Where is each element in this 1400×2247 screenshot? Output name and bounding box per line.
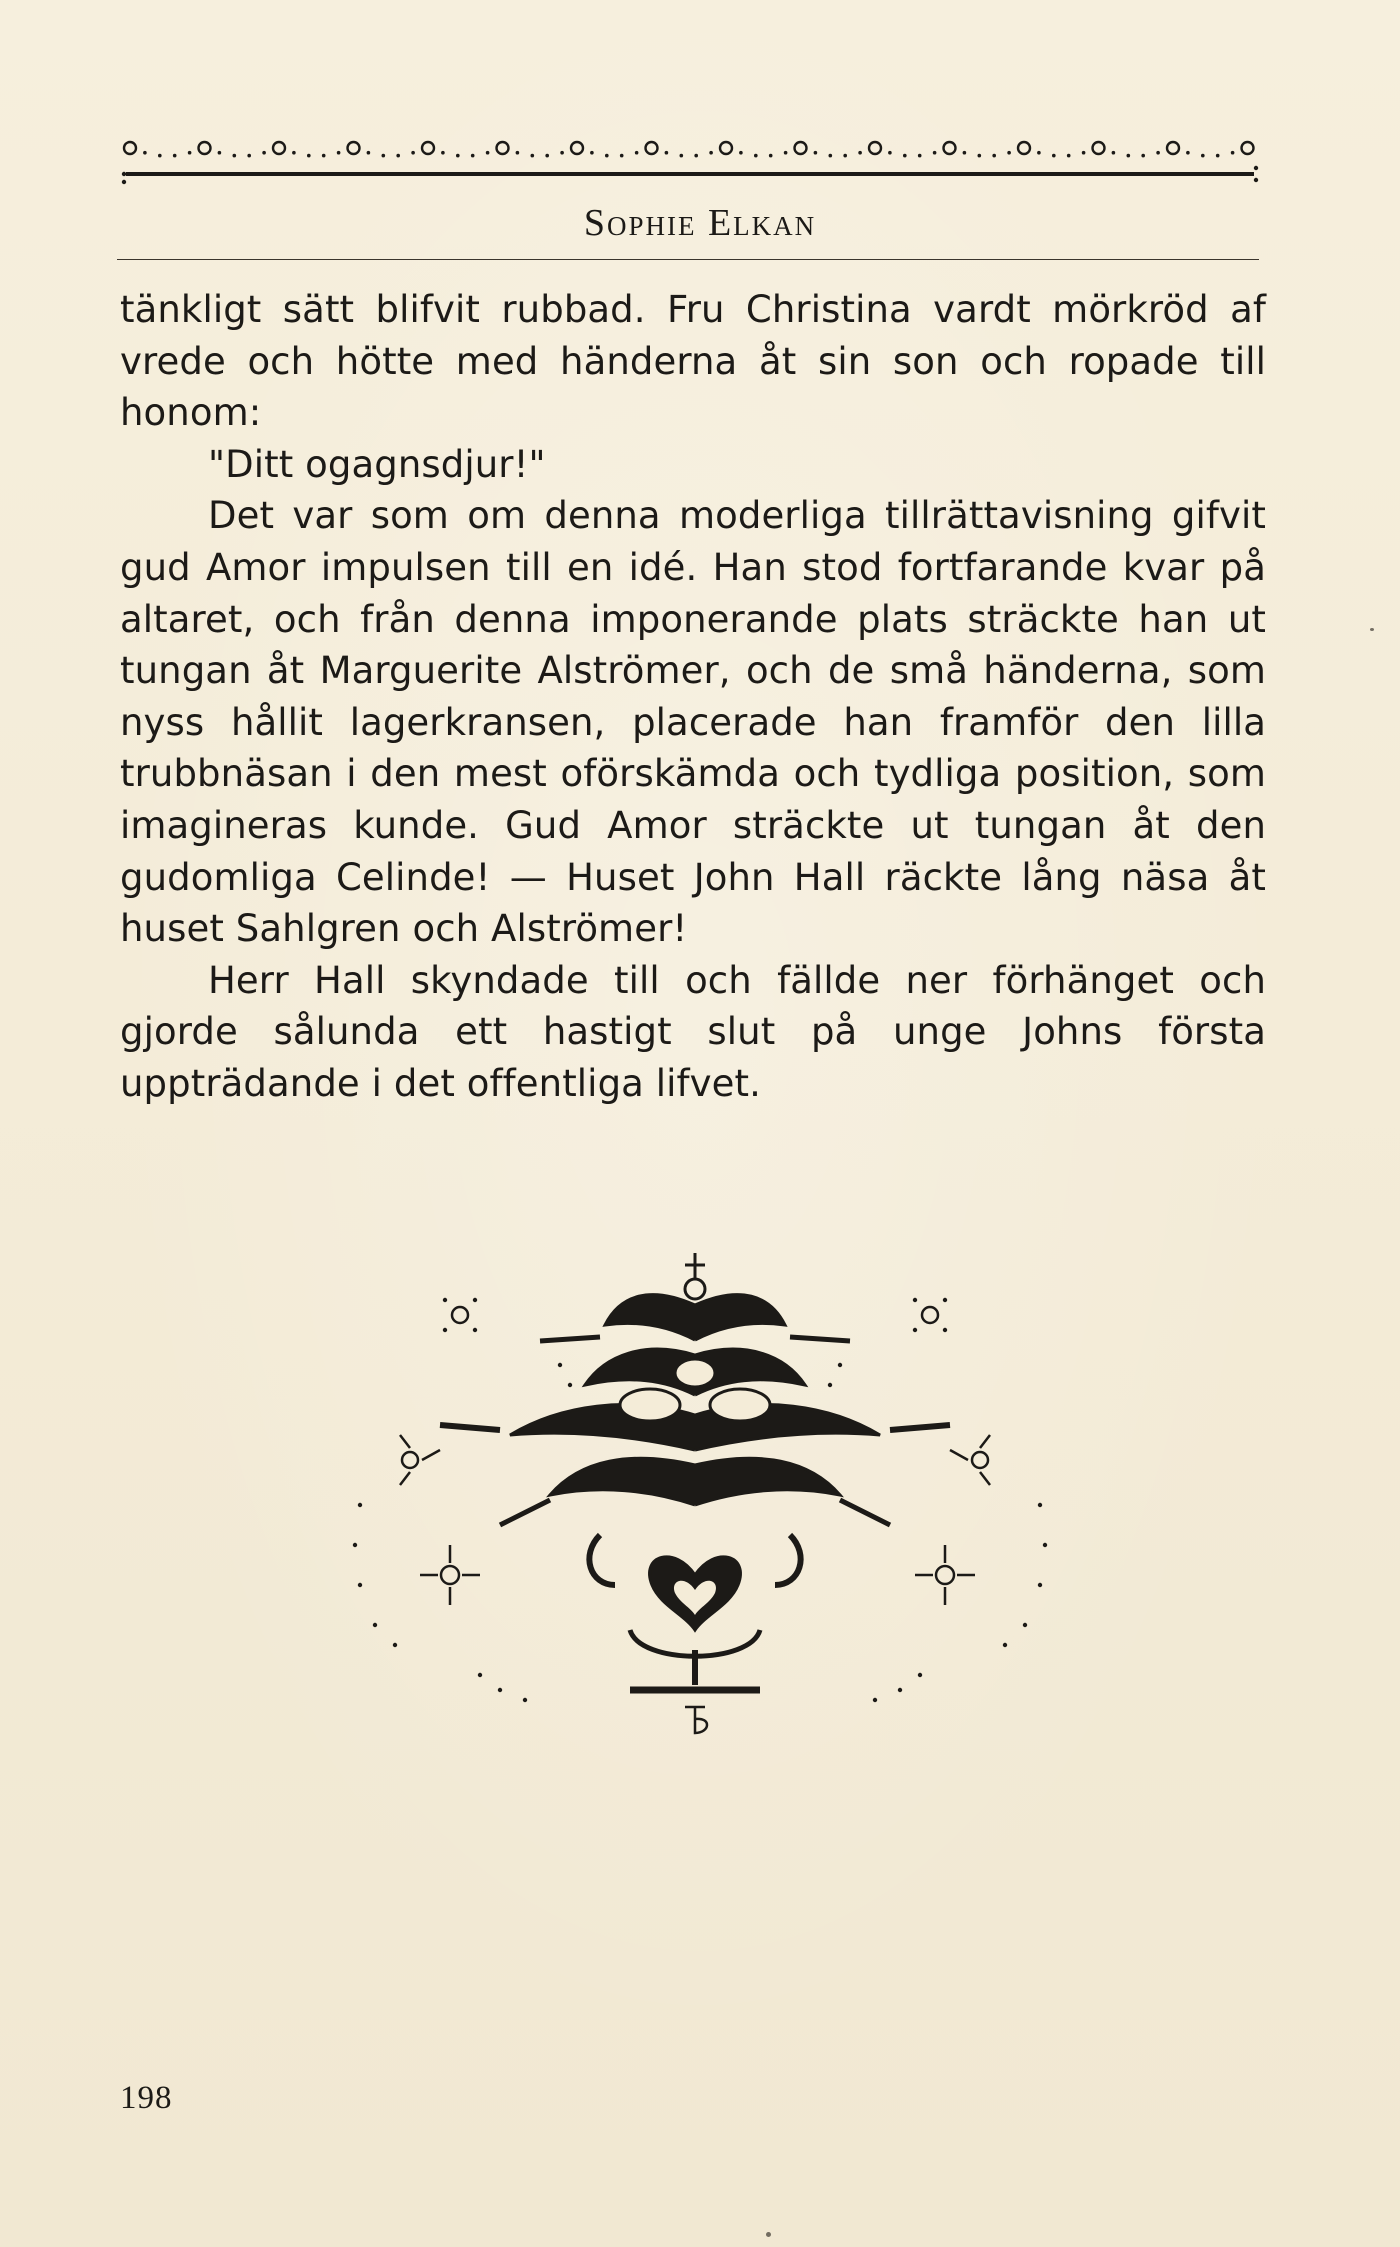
ornament-dot	[247, 154, 251, 158]
ornament-dot	[218, 151, 222, 155]
ornament-dot	[903, 154, 907, 158]
ornament-dot	[843, 154, 847, 158]
ornament-dot	[545, 154, 549, 158]
ornament-dot	[814, 151, 818, 155]
header-divider	[117, 259, 1259, 260]
ornament-dot	[754, 154, 758, 158]
ornament-dot	[188, 151, 192, 155]
ornament-dot	[382, 154, 386, 158]
paper-speck	[1370, 628, 1374, 631]
ornament-dot	[694, 154, 698, 158]
ornament-dot	[322, 154, 326, 158]
ornament-ring	[1167, 142, 1179, 154]
ornament-dot	[396, 154, 400, 158]
page-number: 198	[120, 2080, 173, 2116]
ornament-dot	[441, 151, 445, 155]
ornament-dot	[963, 151, 967, 155]
ornament-dot	[1231, 151, 1235, 155]
ornament-dot	[1037, 151, 1041, 155]
ornament-dot	[1216, 154, 1220, 158]
ornament-dot	[158, 154, 162, 158]
ornament-dot	[739, 151, 743, 155]
floral-urn-vignette-icon	[300, 1245, 1100, 1740]
ornament-dot	[829, 154, 833, 158]
ornament-ring	[571, 142, 583, 154]
ornament-dot	[933, 151, 937, 155]
ornament-ring	[273, 142, 285, 154]
ornament-dot	[605, 154, 609, 158]
ornament-dot	[1082, 151, 1086, 155]
ornament-dot	[367, 151, 371, 155]
ornament-dot	[143, 151, 147, 155]
ornament-ring	[348, 142, 360, 154]
paragraph: tänkligt sätt blifvit rubbad. Fru Christina vardt mörkröd af vrede och hötte med händerna åt sin son och ropade till honom:	[120, 288, 1266, 435]
ornament-dot	[411, 151, 415, 155]
ornament-ring	[1018, 142, 1030, 154]
ornament-dot	[590, 151, 594, 155]
ornament-dot	[173, 154, 177, 158]
ornament-dot	[888, 151, 892, 155]
ornament-ring	[720, 142, 732, 154]
ornament-ring	[497, 142, 509, 154]
ornament-dot	[233, 154, 237, 158]
ornament-dot	[560, 151, 564, 155]
ornament-ring	[869, 142, 881, 154]
paragraph: "Ditt ogagnsdjur!"	[208, 442, 546, 486]
ornament-ring	[795, 142, 807, 154]
ornament-dot	[680, 154, 684, 158]
ornament-dot	[709, 151, 713, 155]
ornament-dot	[992, 154, 996, 158]
ornament-ring	[646, 142, 658, 154]
ornament-dot	[486, 151, 490, 155]
ornament-dot	[292, 151, 296, 155]
ornament-dot	[456, 154, 460, 158]
ornament-dot	[620, 154, 624, 158]
ornament-dot	[531, 154, 535, 158]
ornament-dot	[769, 154, 773, 158]
ornament-dot	[1156, 151, 1160, 155]
ornament-dot	[1141, 154, 1145, 158]
ornament-ring	[422, 142, 434, 154]
paragraph: Det var som om denna moderliga tillrättavisning gifvit gud Amor impulsen till en idé. Han stod fortfarande kvar på altaret, och från denna imponerande plats sträckte han ut tungan åt Marguerite Alströmer, och de små händerna, som nyss hållit lagerkransen, placerade han framför den lilla trubbnäsan i den mest oförskämda och tydliga position, som imagineras kunde. Gud Amor sträckte ut tungan åt den gudomliga Celinde! — Huset John Hall räckte lång näsa åt huset Sahlgren och Alströmer!	[120, 494, 1266, 951]
ornament-dot	[1186, 151, 1190, 155]
header-ornament-icon	[120, 128, 1260, 186]
ornament-dot	[918, 154, 922, 158]
ornament-dot	[665, 151, 669, 155]
ornament-dot	[1127, 154, 1131, 158]
ornament-ring	[944, 142, 956, 154]
ornament-ring	[1093, 142, 1105, 154]
paper-speck	[766, 2232, 771, 2237]
ornament-ring	[124, 142, 136, 154]
ornament-dot	[978, 154, 982, 158]
ornament-dot	[1067, 154, 1071, 158]
ornament-dot	[1112, 151, 1116, 155]
ornament-dot	[635, 151, 639, 155]
paragraph: Herr Hall skyndade till och fällde ner förhänget och gjorde sålunda ett hastigt slut på unge Johns första uppträdande i det offentliga lifvet.	[120, 958, 1266, 1105]
ornament-dot	[1201, 154, 1205, 158]
ornament-dot	[1052, 154, 1056, 158]
ornament-dot	[1007, 151, 1011, 155]
ornament-dot	[471, 154, 475, 158]
running-head: Sophie Elkan	[583, 202, 817, 244]
ornament-dot	[784, 151, 788, 155]
ornament-dot	[262, 151, 266, 155]
body-text	[120, 284, 1266, 1110]
ornament-ring	[199, 142, 211, 154]
ornament-dot	[516, 151, 520, 155]
ornament-dot	[307, 154, 311, 158]
ornament-ring	[1242, 142, 1254, 154]
ornament-dot	[858, 151, 862, 155]
ornament-dot	[337, 151, 341, 155]
